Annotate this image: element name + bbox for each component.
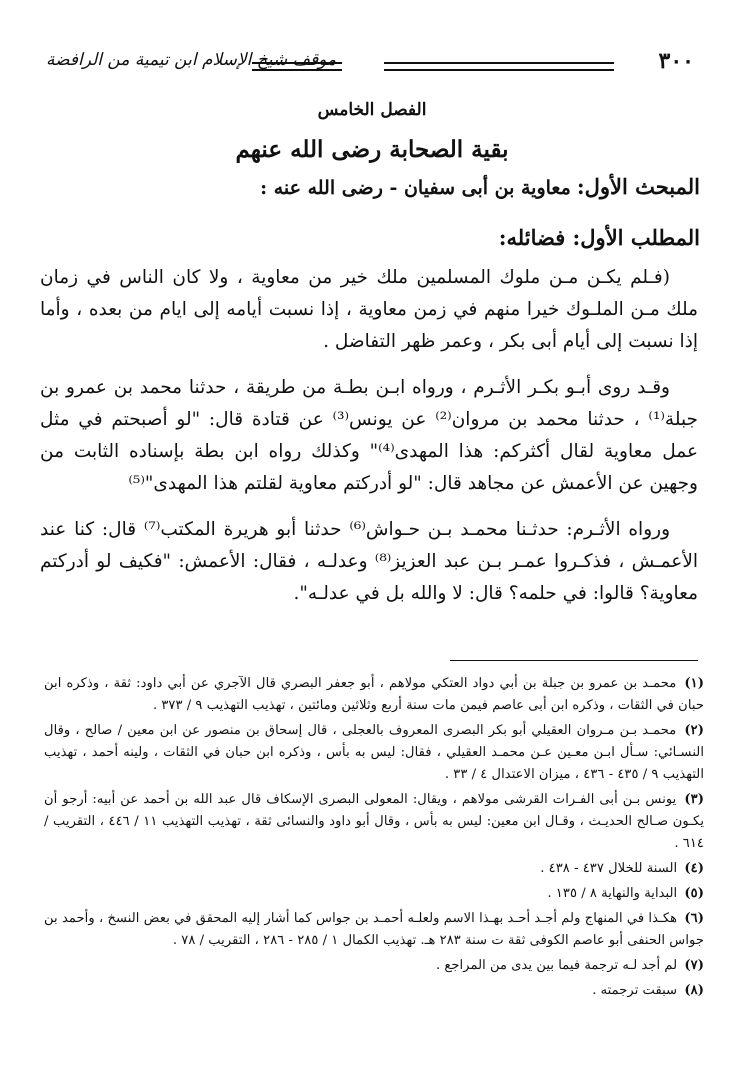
footnote [44,980,704,1002]
paragraph: ورواه الأثـرم: حدثـنا محمـد بـن حـواش⁽⁶⁾ حدثنا أبو هريرة المكتب⁽⁷⁾ قال: كنا عند الأعمـش ، فذكـروا عمـر بـن عبد العزيز⁽⁸⁾ وعدلـه ، فقال: الأعمش: "فكيف لو أدركتم معاوية؟ قالوا: في حلمه؟ قال: لا والله بل في عدلـه". [40,519,699,604]
footnote [44,908,704,952]
footnote-number: (٢) [684,723,704,738]
paragraph: وقـد روى أبـو بكـر الأثـرم ، ورواه ابـن بطـة من طريقة ، حدثنا محمد بن عمرو بن جبلة⁽¹⁾ ، حدثنا محمد بن مروان⁽²⁾ عن يونس⁽³⁾ عن قتادة قال: "لو أصبحتم في مثل عمل معاوية لقال أكثركم: هذا المهدى⁽⁴⁾" وكذلك رواه ابن بطة بإسناده الثابت من وجهين عن الأعمش عن مجاهد قال: "لو أدركتم معاوية لقلتم هذا المهدى"⁽⁵⁾ [40,377,699,494]
main-text [40,262,698,624]
footnote-number: (٤) [684,861,704,876]
chapter-heading: الفصل الخامس [317,100,427,120]
footnote [44,883,704,905]
footnote-text: سبقت ترجمته . [592,983,678,998]
footnote-number: (١) [684,676,704,691]
page-number: ٣٠٠ [658,48,694,74]
running-header [46,44,694,84]
chapter-subtitle: بقية الصحابة رضى الله عنهم [235,136,509,163]
footnote-text: لم أجد لـه ترجمة فيما بين يدى من المراجع . [435,958,678,973]
footnote-number: (٨) [684,983,704,998]
section-label: المبحث الأول: [576,174,700,199]
subsection-heading: المطلب الأول: فضائله: [498,225,700,250]
footnote [44,955,704,977]
footnote [44,673,704,717]
footnote-number: (٦) [684,911,704,926]
footnote [44,789,704,855]
footnote-text: السنة للخلال ٤٣٧ - ٤٣٨ . [540,861,678,876]
section-heading [40,174,700,199]
footnote-text: يونس بـن أبى الفـرات القرشى مولاهم ، ويقال: المعولى البصرى الإسكاف قال عبد الله بن أحمد عن أبيه: أرجو أن يكـون صـالح الحديـث ، وقـال ابن معين: ليس به بأس ، وقال أبو داود والنسائى ثقة ، تهذيب التهذيب ١١ / ٤٤٦ ، التقريب / ٦١٤ . [44,792,705,851]
footnote-text: محمـد بن عمرو بن جبلة بن أبي دواد العتكي مولاهم ، أبو جعفر البصري قال الآجري عن أبي داود: ثقة ، وذكره ابن حبان في الثقات ، وذكره ابن أبى عاصم فيمن مات سنة أربع وثلاثين ومائتين ، تهذيب التهذيب ٩ / ٣٧٣ . [44,676,704,713]
paragraph: (فـلم يكـن مـن ملوك المسلمين ملك خير من معاوية ، ولا كان الناس في زمان ملك مـن الملـوك خيرا منهم في زمن معاوية ، إذا نسبت أيامه إلى ايام من بعده ، وأما إذا نسبت إلى أيام أبى بكر ، وعمر ظهر التفاضل . [40,267,698,352]
footnote [44,858,704,880]
footnotes [44,673,704,1005]
footnote-number: (٥) [684,886,704,901]
footnote-number: (٧) [684,958,704,973]
running-title: موقف شيخ الإسلام ابن تيمية من الرافضة [46,50,337,70]
footnote-number: (٣) [684,792,704,807]
footnote-text: البداية والنهاية ٨ / ١٣٥ . [547,886,678,901]
section-title: معاوية بن أبى سفيان - رضى الله عنه : [260,177,571,199]
footnote-divider [450,660,698,661]
footnote-text: محمـد بـن مـروان العقيلي أبو بكر البصرى المعروف بالعجلى ، قال إسحاق بن منصور عن ابن معين / صالح ، وقال النسـائي: سـأل ابـن معـين عـن محمـد العقيلي ، فقال: ليس به بأس ، وذكره ابن حبان في الثقات ، ولينه أحمد ، تهذيب التهذيب ٩ / ٤٣٥ - ٤٣٦ ، ميزان الاعتدال ٤ / ٣٣ . [44,723,704,782]
header-rule-right [384,62,614,71]
footnote [44,720,704,786]
footnote-text: هكـذا في المنهاج ولم أجـد أحـد بهـذا الاسم ولعلـه أحمـد بن جواس كما أشار إليه المحقق في بعض النسخ ، وأحمد بن جواس الحنفى أبو عاصم الكوفى ثقة ت سنة ٢٨٣ هـ. تهذيب الكمال ١ / ٢٨٥ - ٢٨٦ ، التقريب / ٧٨ . [44,911,704,948]
